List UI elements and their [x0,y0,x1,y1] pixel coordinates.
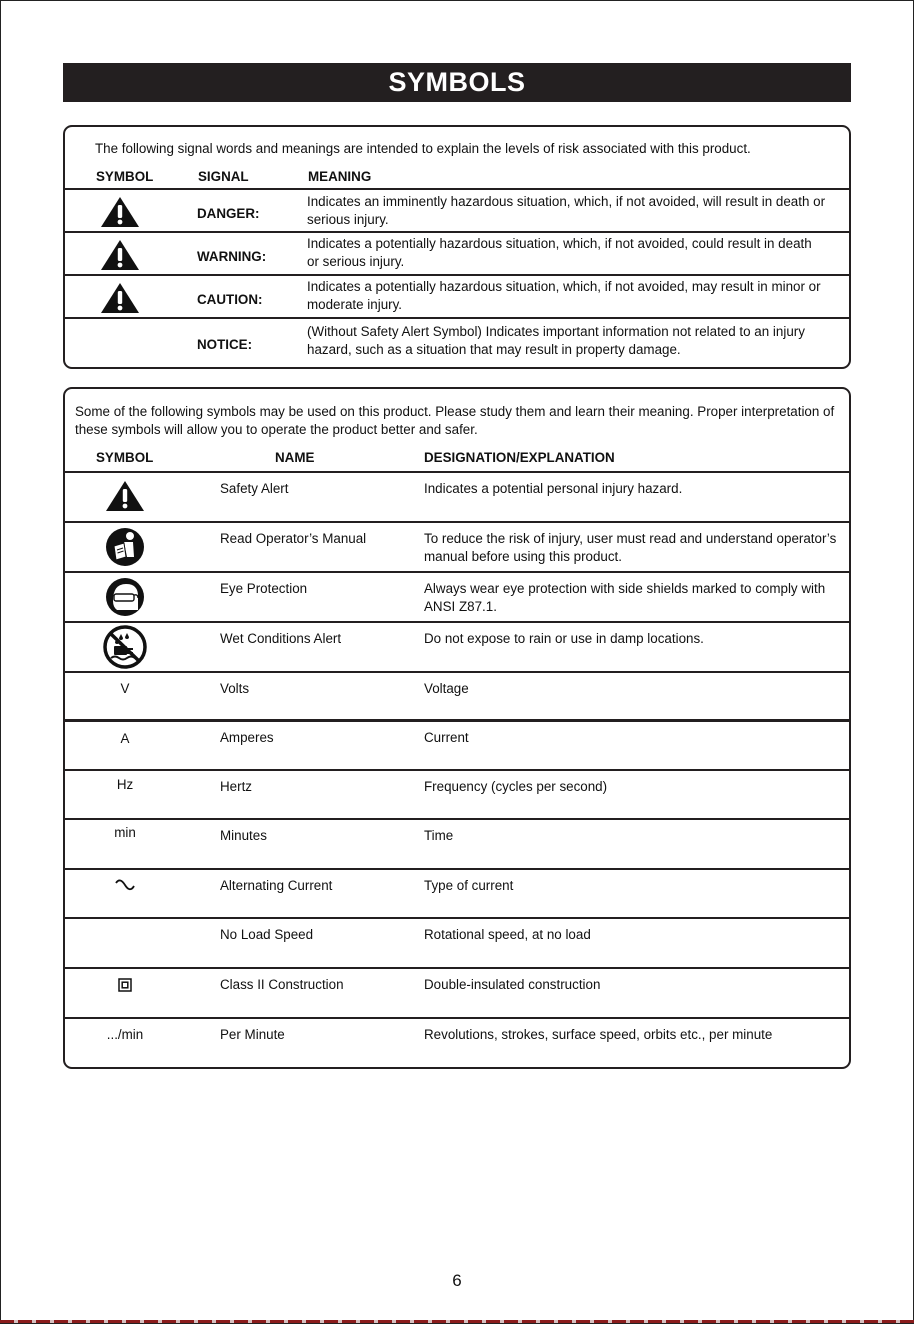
symbol-text: Hz [116,777,134,792]
symbol-explanation: Do not expose to rain or use in damp locations. [424,631,704,646]
symbol-row-eye-protection [65,573,849,621]
signal-intro: The following signal words and meanings are intended to explain the levels of risk associated with this product. [95,141,751,156]
symbol-name: Volts [220,681,250,696]
symbol-row-read-manual [65,523,849,571]
symbol-row-minutes [65,820,849,868]
class-ii-icon [118,978,132,992]
signal-meaning: (Without Safety Alert Symbol) Indicates important information not related to an injury hazard, such as a situation that may result in property damage. [307,324,805,357]
eye-protection-icon [105,577,145,617]
safety-alert-icon [100,239,140,271]
symbol-cell [75,480,175,517]
symbol-explanation: Rotational speed, at no load [424,927,591,942]
safety-alert-icon [100,282,140,314]
signal-word: NOTICE: [197,337,253,352]
signal-row-notice [65,319,849,367]
symbol-cell [75,577,175,622]
symbol-row-no-load-speed [65,919,849,967]
wet-conditions-icon [103,625,147,669]
signal-header-symbol: SYMBOL [96,169,154,184]
symbol-name: No Load Speed [220,927,314,942]
page-title: SYMBOLS [63,63,851,102]
symbol-explanation: Double-insulated construction [424,977,601,992]
signal-row-danger [65,190,849,232]
symbol-row-per-minute [65,1019,849,1067]
symbol-name: Class II Construction [220,977,344,992]
symbol-row-safety-alert [65,473,849,521]
symbol-row-amperes [65,722,849,770]
symbol-cell [75,878,175,896]
page-number: 6 [452,1271,462,1290]
symbol-explanation: Type of current [424,878,514,893]
symbols-header-explanation: DESIGNATION/EXPLANATION [424,450,615,465]
safety-alert-icon [100,196,140,228]
signal-row-warning [65,233,849,275]
signal-words-table [63,125,851,369]
symbol-explanation: Voltage [424,681,469,696]
signal-word: CAUTION: [197,292,263,307]
signal-meaning: Indicates an imminently hazardous situation, which, if not avoided, will result in death or serious injury. [307,194,826,227]
symbol-name: Per Minute [220,1027,285,1042]
signal-meaning: Indicates a potentially hazardous situation, which, if not avoided, could result in death or serious injury. [307,236,812,269]
signal-header-meaning: MEANING [308,169,372,184]
safety-alert-icon [105,480,145,512]
symbol-cell [75,625,175,674]
signal-meaning: Indicates a potentially hazardous situation, which, if not avoided, may result in minor or moderate injury. [307,279,821,312]
symbol-text: A [120,731,130,746]
symbol-row-wet-conditions [65,623,849,671]
symbol-row-volts [65,673,849,721]
signal-word: WARNING: [197,249,267,264]
symbol-text: .../min [106,1027,144,1042]
symbol-explanation: Revolutions, strokes, surface speed, orbits etc., per minute [424,1027,773,1042]
symbol-cell [75,978,175,997]
signal-header-signal: SIGNAL [198,169,249,184]
symbol-row-class-ii [65,969,849,1017]
symbol-name: Wet Conditions Alert [220,631,342,646]
symbol-name: Minutes [220,828,267,843]
symbol-text: min [114,825,136,840]
symbol-row-alternating-current [65,870,849,918]
symbol-cell [75,527,175,572]
symbol-explanation: Indicates a potential personal injury hazard. [424,481,683,496]
symbols-header-name: NAME [275,450,315,465]
signal-row-caution [65,276,849,318]
signal-word: DANGER: [197,206,260,221]
symbol-explanation: Time [424,828,454,843]
symbol-name: Read Operator’s Manual [220,531,367,546]
symbol-name: Hertz [220,779,252,794]
symbol-name: Amperes [220,730,274,745]
symbol-text: V [120,681,130,696]
symbol-name: Alternating Current [220,878,333,893]
symbol-name: Eye Protection [220,581,308,596]
symbol-row-hertz [65,771,849,819]
symbols-intro: Some of the following symbols may be used on this product. Please study them and learn their meaning. Proper interpretation of these symbols will allow you to operate the product better and safer. [75,404,835,437]
bottom-edge-rule [0,1320,914,1323]
symbol-name: Safety Alert [220,481,289,496]
symbol-explanation: Current [424,730,469,745]
read-manual-icon [105,527,145,567]
alternating-current-icon [115,879,135,891]
symbols-table [63,387,851,1069]
symbols-header-symbol: SYMBOL [96,450,154,465]
symbol-explanation: To reduce the risk of injury, user must read and understand operator’s manual before using this product. [424,531,837,564]
symbol-explanation: Always wear eye protection with side shields marked to comply with ANSI Z87.1. [424,581,826,614]
symbol-explanation: Frequency (cycles per second) [424,779,608,794]
